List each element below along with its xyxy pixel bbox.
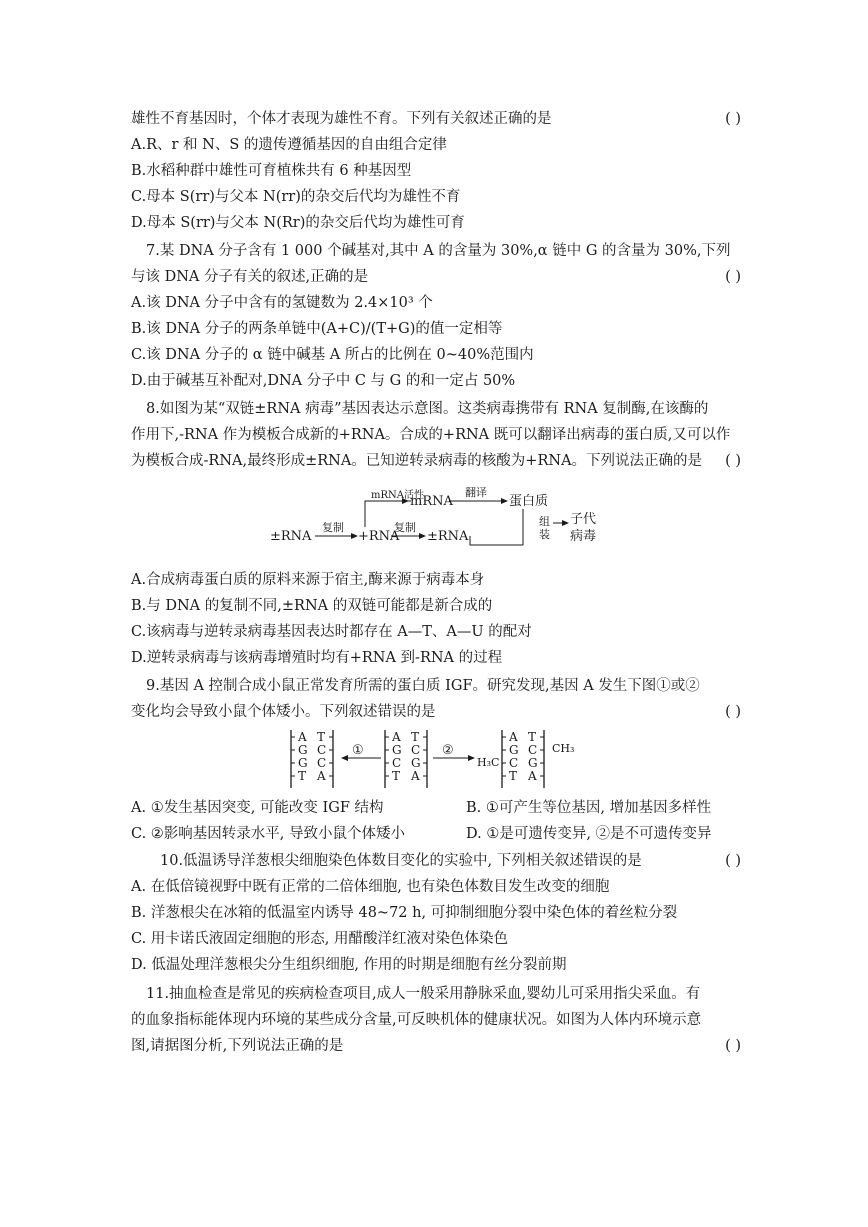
translate-label: 翻译 (465, 486, 487, 499)
copy-label-1: 复制 (322, 521, 344, 534)
base-letter: G (411, 756, 421, 770)
q10-option-d: D. 低温处理洋葱根尖分生组织细胞, 作用的时期是细胞有丝分裂前期 (131, 957, 567, 973)
q10-option-c: C. 用卡诺氏液固定细胞的形态, 用醋酸洋红液对染色体染色 (131, 931, 509, 947)
q6-stem (131, 109, 741, 129)
q9-options-row-1 (131, 798, 751, 818)
methyl-label-left: H₃C (477, 756, 500, 769)
answer-paren: ( ) (725, 453, 741, 469)
q6-option-c: C.母本 S(rr)与父本 N(rr)的杂交后代均为雄性不育 (131, 189, 461, 205)
answer-paren: ( ) (725, 269, 741, 285)
methyl-label-right: CH₃ (552, 742, 575, 755)
base-letter: T (298, 769, 307, 783)
copy-label-2: 复制 (394, 521, 416, 534)
base-letter: C (317, 743, 327, 757)
original-dna (291, 730, 333, 783)
q10-stem (160, 851, 741, 871)
pm-rna-label-2: ±RNA (427, 529, 469, 544)
q6-stem-text: 雄性不育基因时，个体才表现为雄性不育。下列有关叙述正确的是 (131, 111, 552, 127)
q8-stem-1: 8.如图为某“双链±RNA 病毒”基因表达示意图。这类病毒携带有 RNA 复制酶,在该酶的 (146, 401, 709, 417)
q7-stem-2 (131, 267, 741, 287)
q9-stem-2 (131, 702, 741, 722)
base-letter: A (509, 730, 518, 744)
base-letter: C (411, 743, 421, 757)
progeny-label-2: 病毒 (570, 529, 597, 544)
change-2-label: ② (442, 743, 454, 758)
gene-a-dna (385, 730, 427, 783)
q9-option-a: A. ①发生基因突变, 可能改变 IGF 结构 (131, 800, 384, 816)
q11-stem-3 (131, 1036, 741, 1056)
base-letter: C (317, 756, 327, 770)
progeny-label-1: 子代 (570, 512, 597, 527)
base-letter: T (509, 769, 518, 783)
base-letter: G (392, 743, 402, 757)
base-letter: G (298, 756, 308, 770)
rna-replication-diagram (265, 483, 615, 558)
plus-rna-label: +RNA (358, 529, 400, 544)
protein-label: 蛋白质 (509, 494, 549, 509)
pm-rna-label-1: ±RNA (270, 529, 312, 544)
q8-stem-3-text: 为模板合成-RNA,最终形成±RNA。已知逆转录病毒的核酸为+RNA。下列说法正确的是 (131, 453, 703, 469)
q8-stem-3 (131, 451, 741, 471)
answer-paren: ( ) (725, 111, 741, 127)
q6-option-a: A.R、r 和 N、S 的遗传遵循基因的自由组合定律 (131, 137, 447, 153)
base-letter: G (528, 756, 538, 770)
q7-stem-2-text: 与该 DNA 分子有关的叙述,正确的是 (131, 269, 369, 285)
base-letter: C (509, 756, 519, 770)
q8-option-c: C.该病毒与逆转录病毒基因表达时都存在 A—T、A—U 的配对 (131, 624, 532, 640)
base-letter: G (298, 743, 308, 757)
base-letter: C (528, 743, 538, 757)
base-letter: A (392, 730, 401, 744)
q8-option-d: D.逆转录病毒与该病毒增殖时均有+RNA 到-RNA 的过程 (131, 650, 503, 666)
change-1-label: ① (352, 743, 364, 758)
q8-option-b: B.与 DNA 的复制不同,±RNA 的双链可能都是新合成的 (131, 598, 493, 614)
q9-option-d: D. ①是可遗传变异, ②是不可遗传变异 (466, 826, 712, 842)
q7-option-d: D.由于碱基互补配对,DNA 分子中 C 与 G 的和一定占 50% (131, 373, 516, 389)
base-letter: A (411, 769, 420, 783)
base-letter: T (392, 769, 401, 783)
q8-stem-2: 作用下,-RNA 作为模板合成新的+RNA。合成的+RNA 既可以翻译出病毒的蛋白质,又可以作 (131, 427, 731, 443)
q7-option-c: C.该 DNA 分子的 α 链中碱基 A 所占的比例在 0~40%范围内 (131, 347, 534, 363)
q10-option-b: B. 洋葱根尖在冰箱的低温室内诱导 48~72 h, 可抑制细胞分裂中染色体的着丝粒分裂 (131, 905, 678, 921)
answer-paren: ( ) (725, 704, 741, 720)
base-letter: G (509, 743, 519, 757)
q7-stem-1: 7.某 DNA 分子含有 1 000 个碱基对,其中 A 的含量为 30%,α 链中 G 的含量为 30%,下列 (146, 243, 731, 259)
base-letter: A (528, 769, 537, 783)
q9-option-b: B. ①可产生等位基因, 增加基因多样性 (466, 800, 712, 816)
answer-paren: ( ) (725, 1038, 741, 1054)
mrna-label: mRNA (410, 494, 453, 509)
base-letter: A (298, 730, 307, 744)
base-letter: T (528, 730, 537, 744)
q8-option-a: A.合成病毒蛋白质的原料来源于宿主,酶来源于病毒本身 (131, 572, 485, 588)
q11-stem-1: 11.抽血检查是常见的疾病检查项目,成人一般采用静脉采血,婴幼儿可采用指尖采血。有 (146, 986, 701, 1002)
base-letter: T (317, 730, 326, 744)
q10-stem-text: 10.低温诱导洋葱根尖细胞染色体数目变化的实验中, 下列相关叙述错误的是 (160, 853, 642, 869)
q6-option-b: B.水稻种群中雄性可育植株共有 6 种基因型 (131, 163, 412, 179)
answer-paren: ( ) (725, 853, 741, 869)
q9-options-row-2 (131, 824, 751, 844)
q11-stem-3-text: 图,请据图分析,下列说法正确的是 (131, 1038, 344, 1054)
base-letter: C (392, 756, 402, 770)
base-letter: T (411, 730, 420, 744)
q10-option-a: A. 在低倍镜视野中既有正常的二倍体细胞, 也有染色体数目发生改变的细胞 (131, 879, 610, 895)
pm-rna-connector (470, 536, 523, 545)
mrna-activity-label: mRNA活性 (371, 490, 424, 501)
dna-change-diagram (286, 728, 586, 792)
q6-option-d: D.母本 S(rr)与父本 N(Rr)的杂交后代均为雄性可育 (131, 215, 465, 231)
q11-stem-2: 的血象指标能体现内环境的某些成分含量,可反映机体的健康状况。如图为人体内环境示意 (131, 1012, 702, 1028)
q9-stem-1: 9.基因 A 控制合成小鼠正常发育所需的蛋白质 IGF。研究发现,基因 A 发生下图①或② (146, 678, 700, 694)
q7-option-a: A.该 DNA 分子中含有的氢键数为 2.4×10³ 个 (131, 295, 433, 311)
q7-option-b: B.该 DNA 分子的两条单链中(A+C)/(T+G)的值一定相等 (131, 321, 503, 337)
assemble-label-1: 组 (539, 515, 550, 528)
q9-stem-2-text: 变化均会导致小鼠个体矮小。下列叙述错误的是 (131, 704, 436, 720)
base-letter: A (317, 769, 326, 783)
methylated-dna (502, 730, 544, 783)
assemble-label-2: 装 (539, 528, 550, 541)
q9-option-c: C. ②影响基因转录水平, 导致小鼠个体矮小 (131, 826, 406, 842)
